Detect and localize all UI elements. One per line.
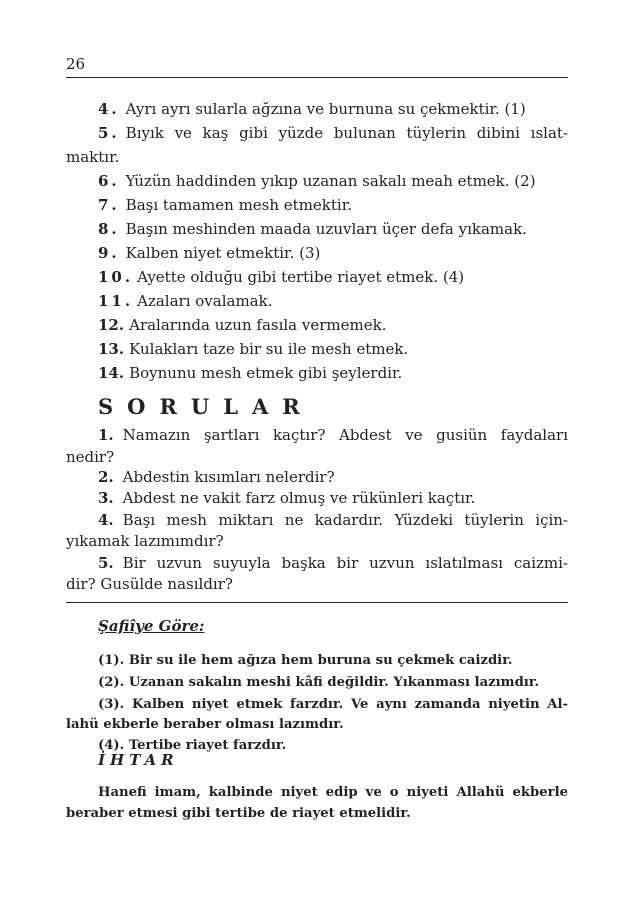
question-item [98, 468, 568, 486]
question-item [98, 511, 568, 529]
question-item [98, 489, 568, 507]
footnote: (1). Bir su ile hem ağıza hem buruna su çekmek caizdir. [98, 653, 513, 668]
list-item-continuation: maktır. [66, 148, 120, 166]
question-item [98, 554, 568, 572]
list-text: Başı tamamen mesh etmektir. [125, 196, 353, 214]
question-text: Bir uzvun suyuyla başka bir uzvun ıslatılması caizmi- [122, 554, 568, 572]
ihtar-continuation: beraber etmesi gibi tertibe de riayet etmelidir. [66, 806, 411, 821]
section-rule [66, 602, 568, 603]
list-text: Kulakları taze bir su ile mesh etmek. [129, 340, 409, 358]
ihtar-heading: İHTAR [98, 751, 179, 769]
question-number: 5. [98, 554, 114, 572]
list-number: 13. [98, 340, 125, 358]
list-item [98, 364, 568, 382]
question-text: Namazın şartları kaçtır? Abdest ve gusiün faydaları [122, 426, 568, 444]
list-text: Ayrı ayrı sularla ağzına ve burnuna su çekmektir. (1) [125, 100, 526, 118]
list-item [98, 172, 568, 190]
list-text: Bıyık ve kaş gibi yüzde bulunan tüylerin dibini ıslat- [125, 124, 568, 142]
list-text: Azaları ovalamak. [137, 292, 273, 310]
list-text: Yüzün haddinden yıkıp uzanan sakalı meah etmek. (2) [125, 172, 536, 190]
list-number: 5. [98, 124, 120, 142]
page-number: 26 [66, 55, 86, 73]
question-continuation: yıkamak lazımımdır? [66, 532, 224, 550]
footnote: (2). Uzanan sakalın meshi kâfi değildir. Yıkanması lazımdır. [98, 675, 540, 690]
list-item [98, 124, 568, 142]
footnote: (4). Tertibe riayet farzdır. [98, 738, 287, 753]
question-number: 4. [98, 511, 114, 529]
list-item [98, 244, 568, 262]
question-continuation: dir? Gusülde nasıldır? [66, 575, 233, 593]
question-text: Abdestin kısımları nelerdir? [122, 468, 335, 486]
list-item [98, 292, 568, 310]
list-item [98, 100, 568, 118]
footnote-continuation: lahü ekberle beraber olması lazımdır. [66, 717, 344, 732]
list-number: 10. [98, 268, 134, 286]
question-number: 3. [98, 489, 114, 507]
ihtar-text: Hanefi imam, kalbinde niyet edip ve o niyeti Allahü ekberle [98, 785, 568, 800]
question-number: 2. [98, 468, 114, 486]
list-text: Boynunu mesh etmek gibi şeylerdir. [129, 364, 403, 382]
list-text: Kalben niyet etmektir. (3) [125, 244, 321, 262]
list-number: 14. [98, 364, 125, 382]
list-number: 9. [98, 244, 120, 262]
list-text: Aralarında uzun fasıla vermemek. [129, 316, 387, 334]
list-number: 4. [98, 100, 120, 118]
list-item [98, 316, 568, 334]
list-item [98, 340, 568, 358]
questions-heading: SORULAR [98, 394, 314, 419]
list-number: 7. [98, 196, 120, 214]
list-number: 11. [98, 292, 134, 310]
question-text: Abdest ne vakit farz olmuş ve rükünleri kaçtır. [122, 489, 476, 507]
list-number: 12. [98, 316, 125, 334]
shafii-heading: Şafiîye Göre: [98, 617, 205, 635]
question-item [98, 426, 568, 444]
list-item [98, 220, 568, 238]
question-continuation: nedir? [66, 448, 115, 466]
list-text: Başın meshinden maada uzuvları üçer defa yıkamak. [125, 220, 527, 238]
list-text: Ayette olduğu gibi tertibe riayet etmek. (4) [137, 268, 465, 286]
top-rule [66, 77, 568, 78]
footnote: (3). Kalben niyet etmek farzdır. Ve aynı zamanda niyetin Al- [98, 697, 568, 712]
list-number: 8. [98, 220, 120, 238]
list-item [98, 196, 568, 214]
question-number: 1. [98, 426, 114, 444]
list-item [98, 268, 568, 286]
list-number: 6. [98, 172, 120, 190]
question-text: Başı mesh miktarı ne kadardır. Yüzdeki tüylerin için- [122, 511, 568, 529]
